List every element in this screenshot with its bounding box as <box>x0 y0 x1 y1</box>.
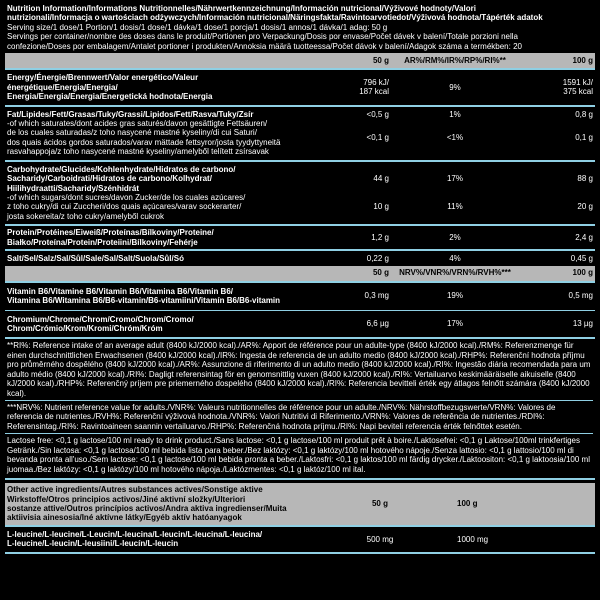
energy-ri: 9% <box>449 82 461 92</box>
column-header-bar-1 <box>5 53 595 68</box>
chromium-50g: 6,6 µg <box>366 319 389 329</box>
energy-50g-kj: 796 kJ/ <box>363 77 389 87</box>
column-header-ri: AR%/RM%/IR%/RP%/RI%** <box>404 55 506 65</box>
row-carbohydrate <box>5 162 595 193</box>
column-header-nrv: NRV%/VNR%/VRN%/RVH%*** <box>399 268 511 278</box>
carbohydrate-50g: 44 g <box>373 174 389 184</box>
row-l-leucine <box>5 527 595 552</box>
vitamin-b6-50g: 0,3 mg <box>364 291 389 301</box>
carbohydrate-100g: 88 g <box>577 174 593 184</box>
chromium-label-2: Chrom/Crómio/Krom/Kromi/Chróm/Króm <box>7 323 163 333</box>
fat-label: Fat/Lipides/Fett/Grasas/Tuky/Grassi/Lipidos/Fett/Rasva/Tuky/Zsír <box>7 109 254 119</box>
other-ingredients-label-4: aktiivisia ainesosia/Iné aktívne látky/Egyéb aktív hatóanyagok <box>7 513 242 523</box>
carbohydrate-label: Carbohydrate/Glucides/Kohlenhydrate/Hidratos de carbono/ <box>7 164 236 174</box>
other-ingredients-label: Other active ingredients/Autres substances actives/Sonstige aktive <box>7 485 263 495</box>
saturates-label-3: dos quais ácidos gordos saturados/varav mättade fettsyror/josta tyydyttyneitä <box>7 137 281 147</box>
salt-100g: 0,45 g <box>570 254 593 264</box>
saturates-100g: 0,1 g <box>575 133 593 143</box>
salt-label: Salt/Sel/Salz/Sal/Sůl/Sale/Sal/Salt/Suola/Sůl/Só <box>7 254 184 264</box>
carbohydrate-label-2: Sacharidy/Carboidrati/Hidratos de carbono/Kolhydrat/ <box>7 174 212 184</box>
vitamin-b6-label-2: Vitamina B6/Witamina B6/B6-vitamin/B6-vitamiini/Vitamín B6/B6-vitamin <box>7 296 281 306</box>
energy-100g-kcal: 375 kcal <box>563 87 593 97</box>
servings-per-container-2: confezione/Doses por embalagem/Antalet portioner i produkten/Annoksia määrä tuotteessa/Počet dávok v balení/Adagok száma a termékben: 20 <box>7 41 522 51</box>
saturates-label: -of which saturates/dont acides gras saturés/davon gesättigte Fettsäuren/ <box>7 118 268 128</box>
salt-50g: 0,22 g <box>366 254 389 264</box>
other-ingredients-100g: 100 g <box>457 499 478 509</box>
sugars-label-3: josta sokereita/z toho cukry/amelyből cukrok <box>7 211 164 221</box>
row-chromium <box>5 311 595 338</box>
carbohydrate-label-3: Hiilihydraatti/Sacharidy/Szénhidrát <box>7 183 140 193</box>
divider <box>5 478 595 480</box>
row-protein <box>5 226 595 249</box>
sugars-label-2: z toho cukry/di cui Zuccheri/dos quais açúcares/varav sockerarter/ <box>7 202 242 212</box>
chromium-100g: 13 µg <box>572 319 593 329</box>
other-ingredients-50g: 50 g <box>371 499 388 509</box>
chromium-nrv: 17% <box>446 319 463 329</box>
chromium-label: Chromium/Chrome/Chrom/Cromo/Chrom/Cromo/ <box>7 314 194 324</box>
leucine-label-2: L-leucine/L-leucin/L-leusiini/L-leucín/L-leucin <box>7 539 179 549</box>
energy-label: Energy/Énergie/Brennwert/Valor energético/Valeur énergétique/Energia/Energia/ <box>7 73 199 92</box>
row-fat <box>5 107 595 119</box>
saturates-ri: <1% <box>446 133 464 143</box>
footnotes <box>5 339 595 478</box>
column-header-100g-2: 100 g <box>572 268 593 278</box>
protein-label-2: Białko/Proteína/Protein/Proteiini/Bílkoviny/Fehérje <box>7 237 198 247</box>
carbohydrate-ri: 17% <box>446 174 463 184</box>
sugars-ri: 11% <box>447 202 463 212</box>
leucine-label: L-leucine/L-leucine/L-Leucin/L-leucina/L-leucin/L-leucina/L-leucina/ <box>7 529 263 539</box>
row-energy <box>5 70 595 104</box>
sugars-label: -of which sugars/dont sucres/davon Zucker/de los cuales azúcares/ <box>7 193 246 202</box>
divider <box>5 400 593 401</box>
divider <box>5 433 593 434</box>
energy-100g-kj: 1591 kJ/ <box>562 77 593 87</box>
servings-per-container-1: Servings per container/nombre des doses dans le produit/Portionen pro Verpackung/Dosis por envase/Počet dávek v balení/Totale porzioni nella <box>7 32 518 42</box>
vitamin-b6-nrv: 19% <box>446 291 463 301</box>
serving-size: Serving size/1 dose/1 Portion/1 dosis/1 dose/1 dávka/1 dose/1 porcja/1 dosis/1 annos/1 dávka/1 adag: 50 g <box>7 22 388 32</box>
column-header-100g: 100 g <box>572 55 593 65</box>
divider <box>5 552 595 554</box>
other-ingredients-label-3: sostanze attive/Outros princípios activos/Andra aktiva ingredienser/Muita <box>7 503 287 513</box>
salt-ri: 4% <box>449 254 461 264</box>
protein-label: Protein/Protéines/Eiweiß/Proteínas/Bílkoviny/Proteine/ <box>7 228 214 238</box>
row-salt <box>5 251 595 265</box>
row-saturates <box>5 119 595 160</box>
column-header-bar-2 <box>5 266 595 281</box>
other-ingredients-header <box>5 483 595 525</box>
fat-100g: 0,8 g <box>575 109 593 119</box>
energy-50g-kcal: 187 kcal <box>359 87 389 97</box>
row-vitamin-b6 <box>5 283 595 310</box>
fat-ri: 1% <box>449 109 461 119</box>
saturates-50g: <0,1 g <box>366 133 389 143</box>
sugars-100g: 20 g <box>577 202 593 212</box>
protein-ri: 2% <box>449 233 461 243</box>
other-ingredients-label-2: Wirkstoffe/Otros principios activos/Jiné aktivní složky/Ulteriori <box>7 494 246 504</box>
leucine-100g: 1000 mg <box>457 534 489 544</box>
row-sugars <box>5 193 595 224</box>
leucine-50g: 500 mg <box>366 534 394 544</box>
column-header-50g-2: 50 g <box>372 268 389 278</box>
sugars-50g: 10 g <box>373 202 389 212</box>
footnote-ri: **RI%: Reference intake of an average adult (8400 kJ/2000 kcal)./AR%: Apport de référence pour un adulte-type (8400 kJ/2000 kcal)./RM%: Referenzmenge für einen durchschnittlichen Erwachsenen (8400 kJ/2000 kcal)./IR%: Ingesta de referencia de un adulto medio (8400 kJ/2000 kcal)./RHP%: Referenční hodnota příjmu pro průměrného dospělého (8400 kJ/2000 kcal)./AR%: Assunzione di riferimento di un adulto medio (8400 kJ/2000 kcal)./RI%: Ingestão diária recomendada para um adulto médio (8400 kJ/2000 kcal)./RI%: Dagligt referensintag för en genomsnittlig vuxen (8400 kJ/2000 kcal)./RI%: Vertailuarvo keskimääräiselle aikuiselle (8400 kJ/2000 kcal)./RHP%: Referenčný príjem pre priemerného dospelého (8400 kJ/2000 kcal)./RI%: Referencia bevitteli érték egy átlagos felnőtt számára (8400 kJ/2000 kcal). <box>7 341 591 398</box>
header-title-line-1: Nutrition Information/Informations Nutritionnelles/Nährwertkennzeichnung/Información nutricional/Výživové hodnoty/Valori <box>7 4 476 13</box>
protein-50g: 1,2 g <box>371 233 389 243</box>
column-header-50g: 50 g <box>372 55 389 65</box>
vitamin-b6-label: Vitamin B6/Vitamine B6/Vitamin B6/Vitamina B6/Vitamin B6/ <box>7 286 234 296</box>
header-title-line-2: nutrizionali/Informacja o wartościach odżywczych/Información nutricional/Näringsfakta/Ravintoarvotiedot/Výživová hodnota/Tápérték adatok <box>7 13 543 23</box>
footnote-lactose: Lactose free: <0,1 g lactose/100 ml ready to drink product./Sans lactose: <0,1 g lactose/100 ml produit prêt à boire./Laktosefrei: <0,1 g Laktose/100ml trinkfertiges Getränk./Sin lactosa: <0,1 g lactosa/100 ml bebida lista para beber./Bez laktózy: <0,1 g laktózy/100 ml hotového nápoje./Senza lattosio: <0,1 g lattosio/100 ml di bevanda pronta all'uso./Sem lactose: <0,1 g lactose/100 ml bebida pronta a beber./Laktosfri: <0,1 g laktos/100 ml färdig drycker./Laktoositon: <0,1 g laktoosia/100 ml juomaa./Bez laktózy: <0,1 g laktózy/100 ml hotového nápoja./Laktózmentes: <0,1 g laktóz/100 ml ital. <box>7 436 590 474</box>
saturates-label-2: de los cuales saturadas/z toho nasycené mastné kyseliny/di cui Saturi/ <box>7 128 257 138</box>
fat-50g: <0,5 g <box>366 109 389 119</box>
label-header <box>5 4 595 51</box>
saturates-label-4: rasvahappoja/z toho nasycené mastné kyseliny/amelyből telített zsírsavak <box>7 147 269 157</box>
vitamin-b6-100g: 0,5 mg <box>568 291 593 301</box>
protein-100g: 2,4 g <box>575 233 593 243</box>
footnote-nrv: ***NRV%: Nutrient reference value for adults./VNR%: Valeurs nutritionnelles de référence pour un adulte./NRV%: Nährstoffbezugswerte/VRN%: Valores de referencia de nutrientes./RVH%: Referenční výživová hodnota./VNR%: Valori Nutritivi di Riferimento./VRN%: Valores de referência de nutrientes./RDI%: Referensintag./RI%: Ravintoaineen saannin vertailuarvo./RHP%: Referenčná hodnota príjmu./RI%: Napi beviteli referencia érték felnőttek esetén. <box>7 403 556 431</box>
energy-label-2: Energia/Energia/Energia/Energetická hodnota/Energia <box>7 92 213 102</box>
